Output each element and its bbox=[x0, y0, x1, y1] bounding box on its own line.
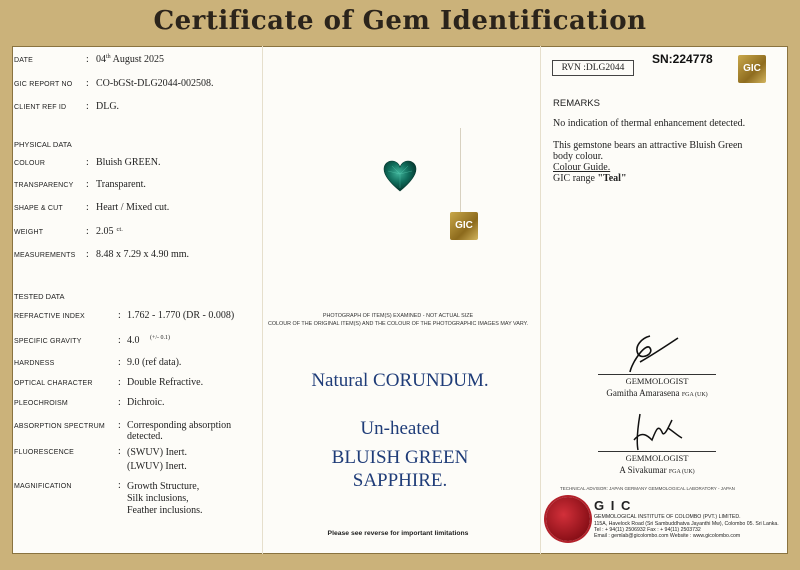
gemmologist-title-2: GEMMOLOGIST bbox=[625, 453, 689, 463]
optical-character-label: OPTICAL CHARACTER bbox=[14, 380, 93, 387]
refractive-index-label: REFRACTIVE INDEX bbox=[14, 313, 85, 320]
gic-seal-top: GIC bbox=[738, 55, 766, 83]
fluorescence-label: FLUORESCENCE bbox=[14, 449, 74, 456]
colour-value: Bluish GREEN. bbox=[96, 157, 161, 168]
colon: : bbox=[86, 226, 89, 237]
signature-2-icon bbox=[628, 410, 688, 454]
gemmologist-name-2: A Sivakumar FGA (UK) bbox=[619, 465, 695, 475]
column-divider-right bbox=[540, 46, 541, 554]
pleochroism-value: Dichroic. bbox=[127, 397, 165, 408]
institute-name: GEMMOLOGICAL INSTITUTE OF COLOMBO (PVT.) LIMITED. bbox=[594, 514, 741, 520]
signature-1-icon bbox=[620, 332, 690, 376]
report-no-value: CO-bGSt-DLG2044-002508. bbox=[96, 78, 214, 89]
client-ref-value: DLG. bbox=[96, 101, 120, 112]
measurements-value: 8.48 x 7.29 x 4.90 mm. bbox=[96, 249, 190, 260]
transparency-value: Transparent. bbox=[96, 179, 146, 190]
certificate-title: Certificate of Gem Identification bbox=[153, 6, 647, 36]
transparency-label: TRANSPARENCY bbox=[14, 182, 74, 189]
shape-cut-value: Heart / Mixed cut. bbox=[96, 202, 170, 213]
colon: : bbox=[86, 249, 89, 260]
shape-cut-label: SHAPE & CUT bbox=[14, 205, 63, 212]
gem-variety-line2: SAPPHIRE. bbox=[352, 470, 448, 491]
colon: : bbox=[118, 446, 121, 457]
limitations-note: Please see reverse for important limitations bbox=[327, 530, 469, 537]
weight-value: 2.05 $^{ct.}$ bbox=[96, 226, 123, 237]
refractive-index-value: 1.762 - 1.770 (DR - 0.008) bbox=[127, 310, 235, 321]
date-label: DATE bbox=[14, 57, 33, 64]
measurements-label: MEASUREMENTS bbox=[14, 252, 76, 259]
report-no-label: GIC REPORT NO bbox=[14, 81, 73, 88]
institute-phone: Tel : + 94(11) 2506932 Fax : + 94(11) 2503732 bbox=[594, 527, 701, 533]
photo-pointer-line bbox=[460, 128, 461, 223]
colon: : bbox=[86, 78, 89, 89]
colon: : bbox=[118, 335, 121, 346]
magnification-label: MAGNIFICATION bbox=[14, 483, 72, 490]
photo-disclaimer-1: PHOTOGRAPH OF ITEM(S) EXAMINED - NOT ACTUAL SIZE bbox=[322, 313, 474, 319]
signature-line-2 bbox=[598, 451, 716, 452]
optical-character-value: Double Refractive. bbox=[127, 377, 204, 388]
colon: : bbox=[118, 310, 121, 321]
wax-seal-icon bbox=[546, 497, 590, 541]
colon: : bbox=[86, 202, 89, 213]
colon: : bbox=[86, 179, 89, 190]
institute-email: Email : gemlab@gicolombo.com Website : www.gicolombo.com bbox=[594, 533, 741, 539]
colour-label: COLOUR bbox=[14, 160, 46, 167]
remarks-heading: REMARKS bbox=[553, 98, 600, 109]
tested-data-heading: TESTED DATA bbox=[14, 292, 65, 301]
client-ref-label: CLIENT REF ID bbox=[14, 104, 67, 111]
fluorescence-value: (SWUV) Inert. (LWUV) Inert. bbox=[127, 447, 187, 472]
specific-gravity-value: 4.0 $^{(+/- 0.1)}$ bbox=[127, 335, 171, 346]
gem-species: Natural CORUNDUM. bbox=[311, 370, 489, 391]
gem-variety-line1: BLUISH GREEN bbox=[331, 447, 469, 468]
magnification-value: Growth Structure, Silk inclusions, Feather inclusions. bbox=[127, 481, 203, 516]
weight-label: WEIGHT bbox=[14, 229, 44, 236]
technical-advisor-note: TECHNICAL ADVISOR: JAPAN GERMANY GEMMOLOGICAL LABORATORY - JAPAN bbox=[560, 486, 735, 491]
remark-gic-range: GIC range "Teal" bbox=[553, 173, 627, 184]
remark-colour: This gemstone bears an attractive Bluish Green body colour. bbox=[553, 140, 743, 162]
photo-disclaimer-2: COLOUR OF THE ORIGINAL ITEM(S) AND THE COLOUR OF THE PHOTOGRAPHIC IMAGES MAY VARY. bbox=[267, 321, 529, 327]
remark-thermal: No indication of thermal enhancement detected. bbox=[553, 118, 746, 129]
serial-number: SN:224778 bbox=[652, 52, 713, 66]
gem-treatment: Un-heated bbox=[360, 418, 440, 439]
gemstone-photo bbox=[383, 160, 417, 192]
absorption-spectrum-value: Corresponding absorption detected. bbox=[127, 420, 232, 442]
colour-guide-link: Colour Guide. bbox=[553, 162, 611, 173]
heart-gem-icon bbox=[383, 160, 417, 192]
colon: : bbox=[86, 101, 89, 112]
gemmologist-title-1: GEMMOLOGIST bbox=[625, 376, 689, 386]
institute-address: 115A, Havelock Road (Sri Sambuddhatva Jayanthi Mw), Colombo 05. Sri Lanka. bbox=[594, 521, 779, 527]
rvn-box: RVN :DLG2044 bbox=[552, 60, 634, 76]
colon: : bbox=[86, 157, 89, 168]
colon: : bbox=[118, 480, 121, 491]
hardness-label: HARDNESS bbox=[14, 360, 55, 367]
pleochroism-label: PLEOCHROISM bbox=[14, 400, 68, 407]
gic-hologram-seal: GIC bbox=[450, 212, 478, 240]
absorption-spectrum-label: ABSORPTION SPECTRUM bbox=[14, 423, 105, 430]
colon: : bbox=[118, 420, 121, 431]
signature-line-1 bbox=[598, 374, 716, 375]
gic-logo: G I C bbox=[594, 498, 632, 513]
colon: : bbox=[118, 357, 121, 368]
colon: : bbox=[118, 377, 121, 388]
specific-gravity-label: SPECIFIC GRAVITY bbox=[14, 338, 82, 345]
physical-data-heading: PHYSICAL DATA bbox=[14, 140, 72, 149]
hardness-value: 9.0 (ref data). bbox=[127, 357, 182, 368]
date-value: 04th August 2025 bbox=[96, 54, 165, 65]
gemmologist-name-1: Gamitha Amarasena FGA (UK) bbox=[606, 388, 708, 398]
colon: : bbox=[118, 397, 121, 408]
colon: : bbox=[86, 54, 89, 65]
